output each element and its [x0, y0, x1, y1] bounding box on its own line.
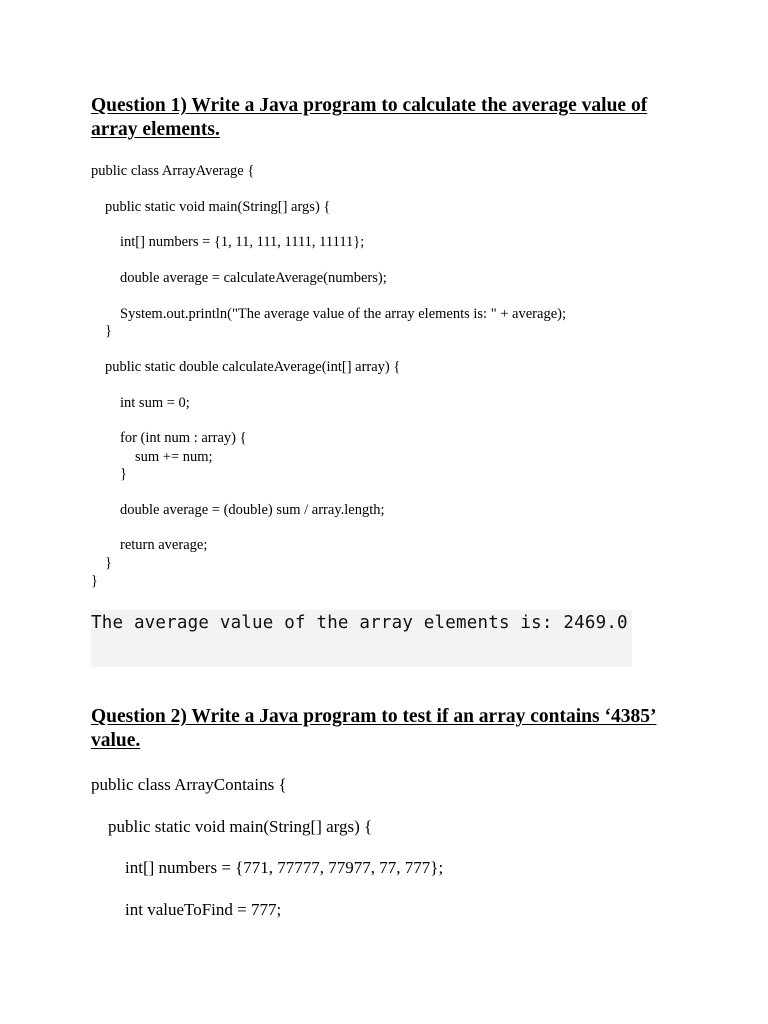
code-line: }	[105, 555, 112, 571]
question-1-heading-line-1: Question 1) Write a Java program to calculate the average value of	[91, 95, 648, 116]
code-line: }	[120, 466, 127, 482]
code-line: public static void main(String[] args) {	[108, 817, 373, 836]
code-line: public class ArrayAverage {	[91, 163, 255, 179]
code-line: int valueToFind = 777;	[125, 900, 282, 919]
code-line: public static double calculateAverage(int[] array) {	[105, 359, 401, 375]
code-line: int sum = 0;	[120, 395, 190, 411]
code-line: return average;	[120, 537, 208, 553]
code-line: double average = calculateAverage(numbers);	[120, 270, 387, 286]
code-line: int[] numbers = {1, 11, 111, 1111, 11111};	[120, 234, 365, 250]
question-2-heading-line-1: Question 2) Write a Java program to test if an array contains ‘4385’	[91, 706, 657, 727]
code-line: double average = (double) sum / array.length;	[120, 502, 385, 518]
question-1-heading-line-2: array elements.	[91, 119, 220, 140]
code-line: }	[91, 573, 98, 589]
console-output-text: The average value of the array elements is: 2469.0	[91, 613, 628, 633]
code-line: sum += num;	[135, 449, 213, 465]
code-line: int[] numbers = {771, 77777, 77977, 77, 777};	[125, 858, 444, 877]
code-line: public static void main(String[] args) {	[105, 199, 331, 215]
code-line: public class ArrayContains {	[91, 775, 287, 794]
question-2-heading-line-2: value.	[91, 730, 141, 751]
code-line: }	[105, 323, 112, 339]
code-line: for (int num : array) {	[120, 430, 247, 446]
console-output-box	[91, 610, 632, 667]
code-line: System.out.println("The average value of the array elements is: " + average);	[120, 306, 566, 322]
question-2-heading	[91, 705, 691, 753]
question-1-heading	[91, 94, 691, 142]
